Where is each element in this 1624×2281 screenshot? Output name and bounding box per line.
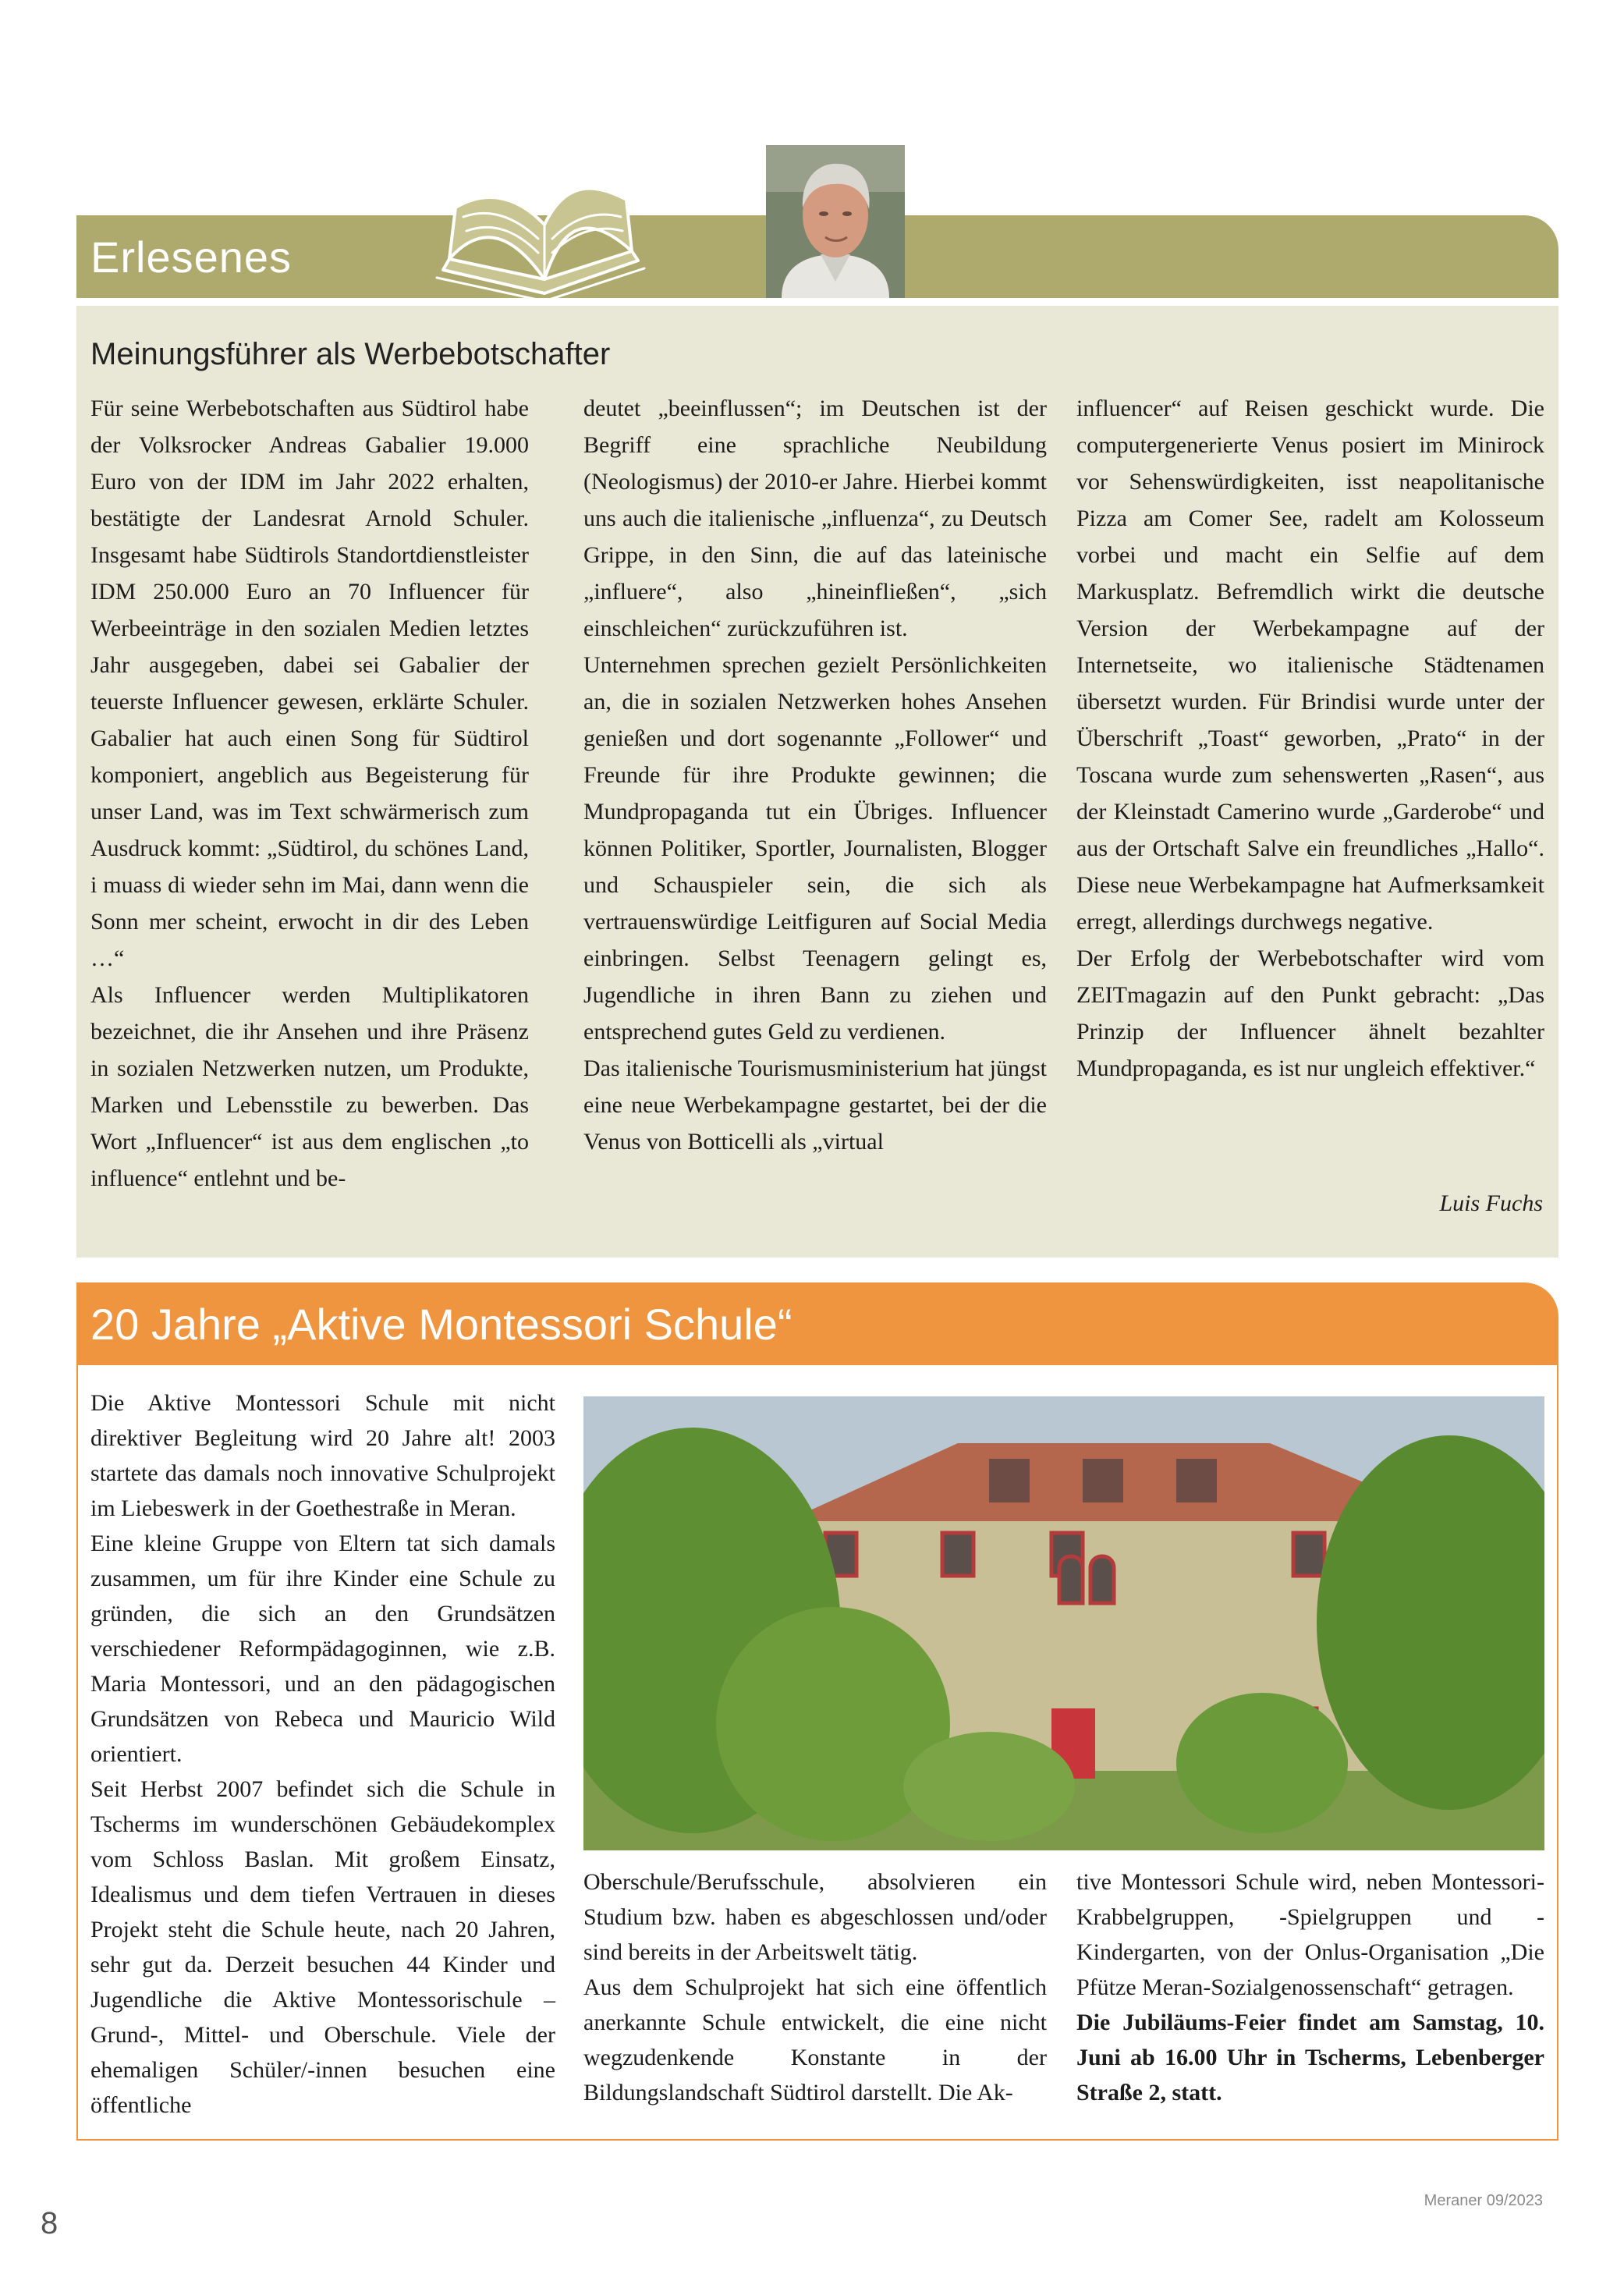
paragraph: deutet „beeinflussen“; im Deutschen ist der Begriff eine sprachliche Neubildung (Neologismus) der 2010-er Jahre. Hierbei kommt uns auch die italienische „influenza“, zu Deutsch Grippe, in den Sinn, die auf das lateinische „influere“, also „hineinfließen“, „sich einschleichen“ zurückzuführen ist. [583,396,1047,641]
section-title-erlesenes: Erlesenes [90,232,293,282]
author-portrait-photo [766,145,905,298]
open-book-icon [427,176,646,301]
event-announcement: Die Jubiläums-Feier findet am Samstag, 10. Juni ab 16.00 Uhr in Tscherms, Lebenberger Straße 2, statt. [1076,2010,1544,2105]
paragraph: Seit Herbst 2007 befindet sich die Schule in Tscherms im wunderschönen Gebäudekomplex vom Schloss Baslan. Mit großem Einsatz, Idealismus und dem tiefen Vertrauen in dieses Projekt steht die Schule heute, nach 20 Jahren, sehr gut da. Derzeit besuchen 44 Kinder und Jugendliche die Aktive Montessorischule – Grund-, Mittel- und Oberschule. Viele der ehemaligen Schüler/-innen besuchen eine öffentliche [90,1776,555,2118]
paragraph: tive Montessori Schule wird, neben Montessori-Krabbelgruppen, -Spielgruppen und -Kindergarten, von der Onlus-Organisation „Die Pfütze Meran-Sozialgenossenschaft“ getragen. [1076,1869,1544,2000]
section-title-montessori: 20 Jahre „Aktive Montessori Schule“ [90,1300,792,1349]
article-author: Luis Fuchs [1439,1190,1543,1216]
article-column-2 [583,390,1047,1160]
paragraph: Unternehmen sprechen gezielt Persönlichkeiten an, die in sozialen Netzwerken hohes Ansehen genießen und dort sogenannte „Follower“ und Freunde für ihre Produkte gewinnen; die Mundpropaganda tut ein Übriges. Influencer können Politiker, Sportler, Journalisten, Blogger und Schauspieler sein, die sich als vertrauenswürdige Leitfiguren auf Social Media einbringen. Selbst Teenagern gelingt es, Jugendliche in ihren Bann zu ziehen und entsprechend gutes Geld zu verdienen. [583,652,1047,1045]
article-headline: Meinungsführer als Werbebotschafter [90,337,611,371]
paragraph: Als Influencer werden Multiplikatoren bezeichnet, die ihr Ansehen und ihre Präsenz in sozialen Netzwerken nutzen, um Produkte, Marken und Lebensstile zu bewerben. Das Wort „Influencer“ ist aus dem englischen „to influence“ entlehnt und be- [90,982,529,1191]
article-column-1 [90,390,529,1197]
school-building-photo [583,1396,1544,1850]
paragraph: Eine kleine Gruppe von Eltern tat sich damals zusammen, um für ihre Kinder eine Schule zu gründen, die sich an den Grundsätzen verschiedener Reformpädagoginnen, wie z.B. Maria Montessori, und an den pädagogischen Grundsätzen von Rebeca und Mauricio Wild orientiert. [90,1531,555,1767]
paragraph: influencer“ auf Reisen geschickt wurde. Die computergenerierte Venus posiert im Minirock vor Sehenswürdigkeiten, isst neapolitanische Pizza am Comer See, radelt am Kolosseum vorbei und macht ein Selfie auf dem Markusplatz. Befremdlich wirkt die deutsche Version der Werbekampagne auf der Internetseite, wo italienische Städtenamen übersetzt wurden. Für Brindisi wurde unter der Überschrift „Toast“ geworben, „Prato“ in der Toscana wurde zum sehenswerten „Rasen“, aus der Kleinstadt Camerino wurde „Garderobe“ und aus der Ortschaft Salve ein freundliches „Hallo“. Diese neue Werbekampagne hat Aufmerksamkeit erregt, allerdings durchwegs negative. [1076,396,1544,935]
issue-label: Meraner 09/2023 [1424,2192,1543,2209]
paragraph: Für seine Werbebotschaften aus Südtirol habe der Volksrocker Andreas Gabalier 19.000 Euro von der IDM im Jahr 2022 erhalten, bestätigte der Landesrat Arnold Schuler. Insgesamt habe Südtirols Standortdienstleister IDM 250.000 Euro an 70 Influencer für Werbeeinträge in den sozialen Medien letztes Jahr ausgegeben, dabei sei Gabalier der teuerste Influencer gewesen, erklärte Schuler. Gabalier hat auch einen Song für Südtirol komponiert, angeblich aus Begeisterung für unser Land, was im Text schwärmerisch zum Ausdruck kommt: „Südtirol, du schönes Land, i muass di wieder sehn im Mai, dann wenn die Sonn mer scheint, erwocht in dir des Leben …“ [90,396,529,971]
montessori-column-3 [1076,1864,1544,2110]
paragraph: Das italienische Tourismusministerium hat jüngst eine neue Werbekampagne gestartet, bei der die Venus von Botticelli als „virtual [583,1055,1047,1155]
paragraph: Der Erfolg der Werbebotschafter wird vom ZEITmagazin auf den Punkt gebracht: „Das Prinzip der Influencer ähnelt bezahlter Mundpropaganda, es ist nur ungleich effektiver.“ [1076,945,1544,1081]
paragraph: Die Aktive Montessori Schule mit nicht direktiver Begleitung wird 20 Jahre alt! 2003 startete das damals noch innovative Schulprojekt im Liebeswerk in der Goethestraße in Meran. [90,1390,555,1521]
paragraph: Aus dem Schulprojekt hat sich eine öffentlich anerkannte Schule entwickelt, die eine nicht wegzudenkende Konstante in der Bildungslandschaft Südtirol darstellt. Die Ak- [583,1974,1047,2105]
page-number: 8 [41,2206,59,2240]
montessori-column-1 [90,1385,555,2123]
article-column-3 [1076,390,1544,1087]
paragraph: Oberschule/Berufsschule, absolvieren ein Studium bzw. haben es abgeschlossen und/oder sind bereits in der Arbeitswelt tätig. [583,1869,1047,1965]
montessori-column-2 [583,1864,1047,2110]
